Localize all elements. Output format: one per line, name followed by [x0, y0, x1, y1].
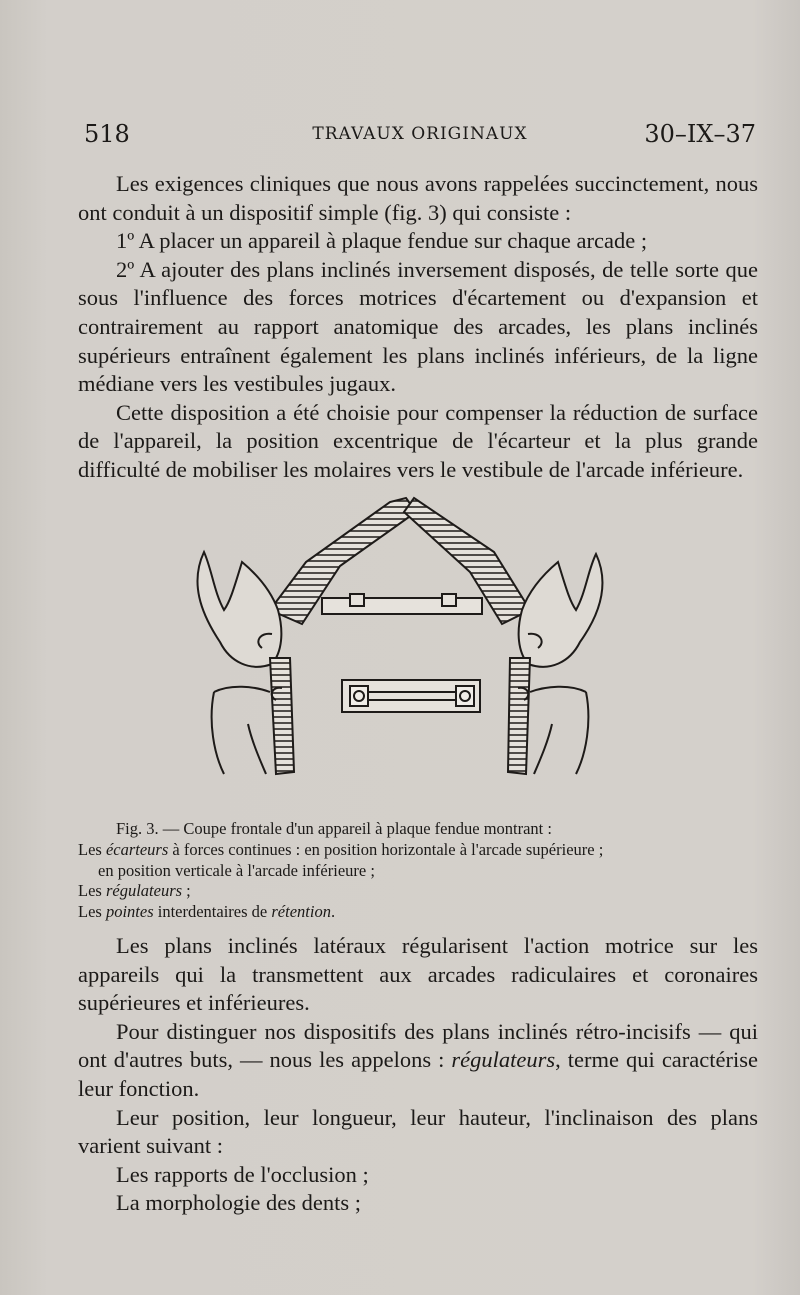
caption-line [78, 902, 768, 923]
horizontal-screw [322, 598, 482, 614]
left-upper-molar [197, 552, 281, 667]
caption-text: à forces continues : en position horizontale à l'arcade supérieure ; [168, 839, 604, 859]
running-title: TRAVAUX ORIGINAUX [312, 124, 528, 144]
caption-italic: pointes [105, 902, 154, 922]
paragraph: Leur position, leur longueur, leur hauteur, l'inclinaison des plans varient suivant : [78, 1104, 758, 1159]
paragraph: Les plans inclinés latéraux régularisent l'action motrice sur les appareils qui la transmettent aux arcades radiculaires et coronaires supérieures et inférieures. [78, 933, 758, 1016]
lower-plate-right [508, 658, 530, 774]
caption-text: Les [78, 839, 106, 859]
paragraph-text: Pour distinguer nos dispositifs des plans inclinés rétro-incisifs — qui ont d'autres buts, — nous les appelons : [78, 1018, 758, 1073]
right-upper-molar [519, 554, 603, 667]
right-lower-molar [530, 687, 588, 774]
caption-text: interdentaires de [153, 902, 272, 922]
paragraph: Cette disposition a été choisie pour compenser la réduction de surface de l'appareil, la position excentrique de l'écarteur et la plus grande difficulté de mobiliser les molaires vers le vestibule de l'arcade inférieure. [78, 399, 758, 482]
paragraph: La morphologie des dents ; [116, 1190, 361, 1216]
paragraph: Les rapports de l'occlusion ; [116, 1161, 369, 1187]
paragraph: Les exigences cliniques que nous avons rappelées succinctement, nous ont conduit à un dispositif simple (fig. 3) qui consiste : [78, 171, 758, 225]
caption-text: . [330, 902, 336, 922]
paragraph-italic: régulateurs [451, 1047, 556, 1073]
paragraph [78, 1018, 758, 1104]
left-lower-molar [212, 687, 270, 774]
caption-italic: écarteurs [105, 839, 169, 859]
caption-text: ; [182, 881, 191, 901]
caption-line: en position verticale à l'arcade inférieure ; [98, 860, 375, 880]
caption-text: Les [78, 881, 106, 901]
caption-italic: régulateurs [105, 881, 183, 901]
caption-text: Les [78, 902, 106, 922]
body-text-top [78, 170, 758, 485]
figure-caption [78, 819, 768, 923]
caption-italic: rétention [271, 902, 331, 922]
page-header [84, 120, 756, 152]
paragraph: 1º A placer un appareil à plaque fendue sur chaque arcade ; [116, 228, 648, 254]
lower-plate-left [270, 658, 294, 774]
paragraph-text: , terme qui caractérise leur fonction. [78, 1047, 758, 1101]
caption-line [78, 881, 768, 902]
body-text-bottom [78, 932, 758, 1218]
dental-appliance-figure [190, 492, 610, 782]
caption-line [78, 840, 768, 861]
caption-line: Fig. 3. — Coupe frontale d'un appareil à plaque fendue montrant : [116, 819, 552, 838]
paragraph: 2º A ajouter des plans inclinés inversement disposés, de telle sorte que sous l'influence des forces motrices d'écartement ou d'expansion et contrairement au rapport anatomique des arcades, les plans inclinés supérieurs entraînent également les plans inclinés inférieurs, de la ligne médiane vers les vestibules jugaux. [78, 256, 758, 397]
page-number: 518 [84, 120, 130, 148]
issue-date: 30–IX–37 [644, 120, 756, 148]
